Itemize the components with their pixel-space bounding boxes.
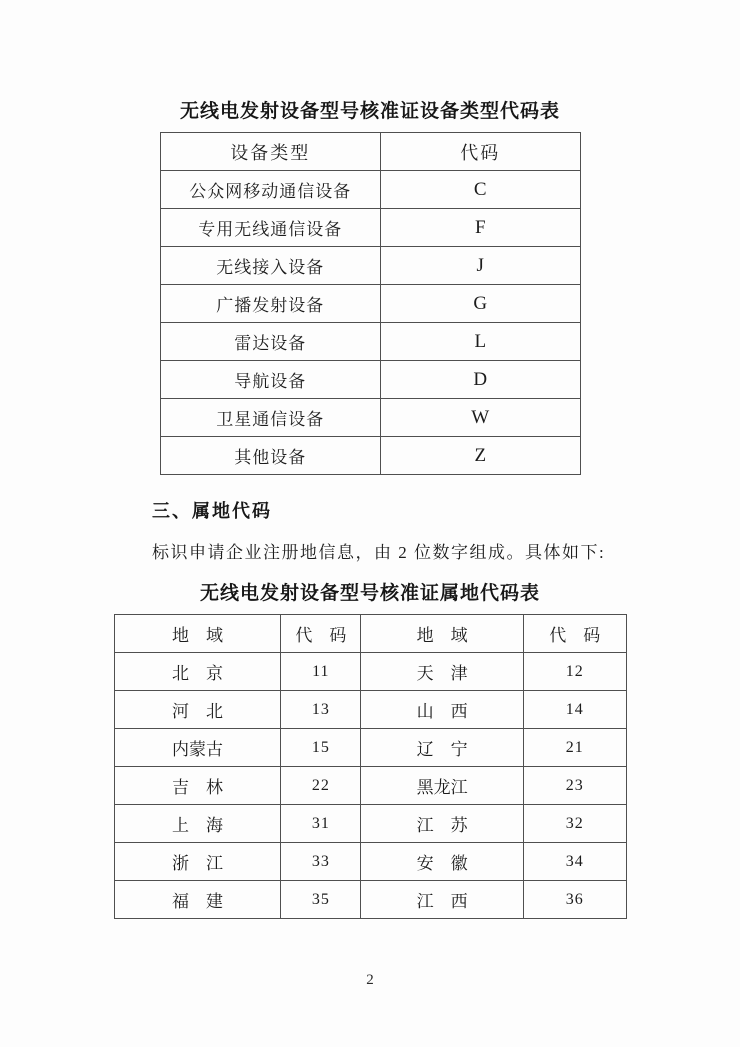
table-row (114, 767, 626, 805)
device-type-cell: 专用无线通信设备 (160, 209, 381, 247)
region-table-title: 无线电发射设备型号核准证属地代码表 (199, 583, 540, 604)
section-heading: 三、属地代码 (152, 501, 272, 521)
region-code-cell: 13 (281, 691, 361, 729)
device-code-cell: C (381, 171, 581, 209)
device-table-title: 无线电发射设备型号核准证设备类型代码表 (179, 101, 560, 122)
device-type-cell: 无线接入设备 (160, 247, 381, 285)
region-code-cell: 12 (524, 653, 626, 691)
device-type-cell: 广播发射设备 (160, 285, 381, 323)
device-code-header: 代码 (381, 133, 581, 171)
device-code-cell: L (381, 323, 581, 361)
region-cell: 山 西 (361, 691, 524, 729)
device-code-table (160, 132, 581, 475)
region-code-cell: 35 (281, 881, 361, 919)
region-code-cell: 34 (524, 843, 626, 881)
table-row (160, 323, 580, 361)
table-row (160, 285, 580, 323)
table-header-row (160, 133, 580, 171)
region-code-cell: 11 (281, 653, 361, 691)
device-code-cell: G (381, 285, 581, 323)
region-cell: 浙 江 (114, 843, 281, 881)
region-header: 地 域 (114, 615, 281, 653)
region-code-cell: 31 (281, 805, 361, 843)
region-cell: 河 北 (114, 691, 281, 729)
device-type-header: 设备类型 (160, 133, 381, 171)
region-cell: 江 苏 (361, 805, 524, 843)
device-type-cell: 导航设备 (160, 361, 381, 399)
table-row (114, 843, 626, 881)
device-code-cell: J (381, 247, 581, 285)
device-type-cell: 卫星通信设备 (160, 399, 381, 437)
table-row (160, 247, 580, 285)
table-row (114, 653, 626, 691)
table-row (114, 691, 626, 729)
page-number: 2 (366, 972, 374, 988)
region-cell: 天 津 (361, 653, 524, 691)
device-code-cell: Z (381, 437, 581, 475)
region-cell: 黑龙江 (361, 767, 524, 805)
table-header-row (114, 615, 626, 653)
region-code-cell: 22 (281, 767, 361, 805)
region-code-cell: 15 (281, 729, 361, 767)
region-code-header: 代 码 (281, 615, 361, 653)
region-cell: 辽 宁 (361, 729, 524, 767)
table-row (114, 881, 626, 919)
region-code-cell: 36 (524, 881, 626, 919)
device-type-cell: 雷达设备 (160, 323, 381, 361)
region-cell: 内蒙古 (114, 729, 281, 767)
section-body-text: 标识申请企业注册地信息，由 2 位数字组成。具体如下: (152, 543, 606, 562)
device-code-cell: D (381, 361, 581, 399)
region-cell: 江 西 (361, 881, 524, 919)
table-row (160, 361, 580, 399)
table-row (160, 399, 580, 437)
region-header: 地 域 (361, 615, 524, 653)
region-code-header: 代 码 (524, 615, 626, 653)
device-type-cell: 其他设备 (160, 437, 381, 475)
region-code-cell: 32 (524, 805, 626, 843)
region-code-cell: 33 (281, 843, 361, 881)
region-code-cell: 14 (524, 691, 626, 729)
region-cell: 吉 林 (114, 767, 281, 805)
device-code-cell: F (381, 209, 581, 247)
region-code-cell: 21 (524, 729, 626, 767)
table-row (160, 209, 580, 247)
region-code-table (114, 614, 627, 919)
table-row (160, 171, 580, 209)
device-code-cell: W (381, 399, 581, 437)
region-code-cell: 23 (524, 767, 626, 805)
table-row (114, 805, 626, 843)
region-cell: 北 京 (114, 653, 281, 691)
region-cell: 上 海 (114, 805, 281, 843)
table-row (160, 437, 580, 475)
region-cell: 福 建 (114, 881, 281, 919)
table-row (114, 729, 626, 767)
device-type-cell: 公众网移动通信设备 (160, 171, 381, 209)
region-cell: 安 徽 (361, 843, 524, 881)
